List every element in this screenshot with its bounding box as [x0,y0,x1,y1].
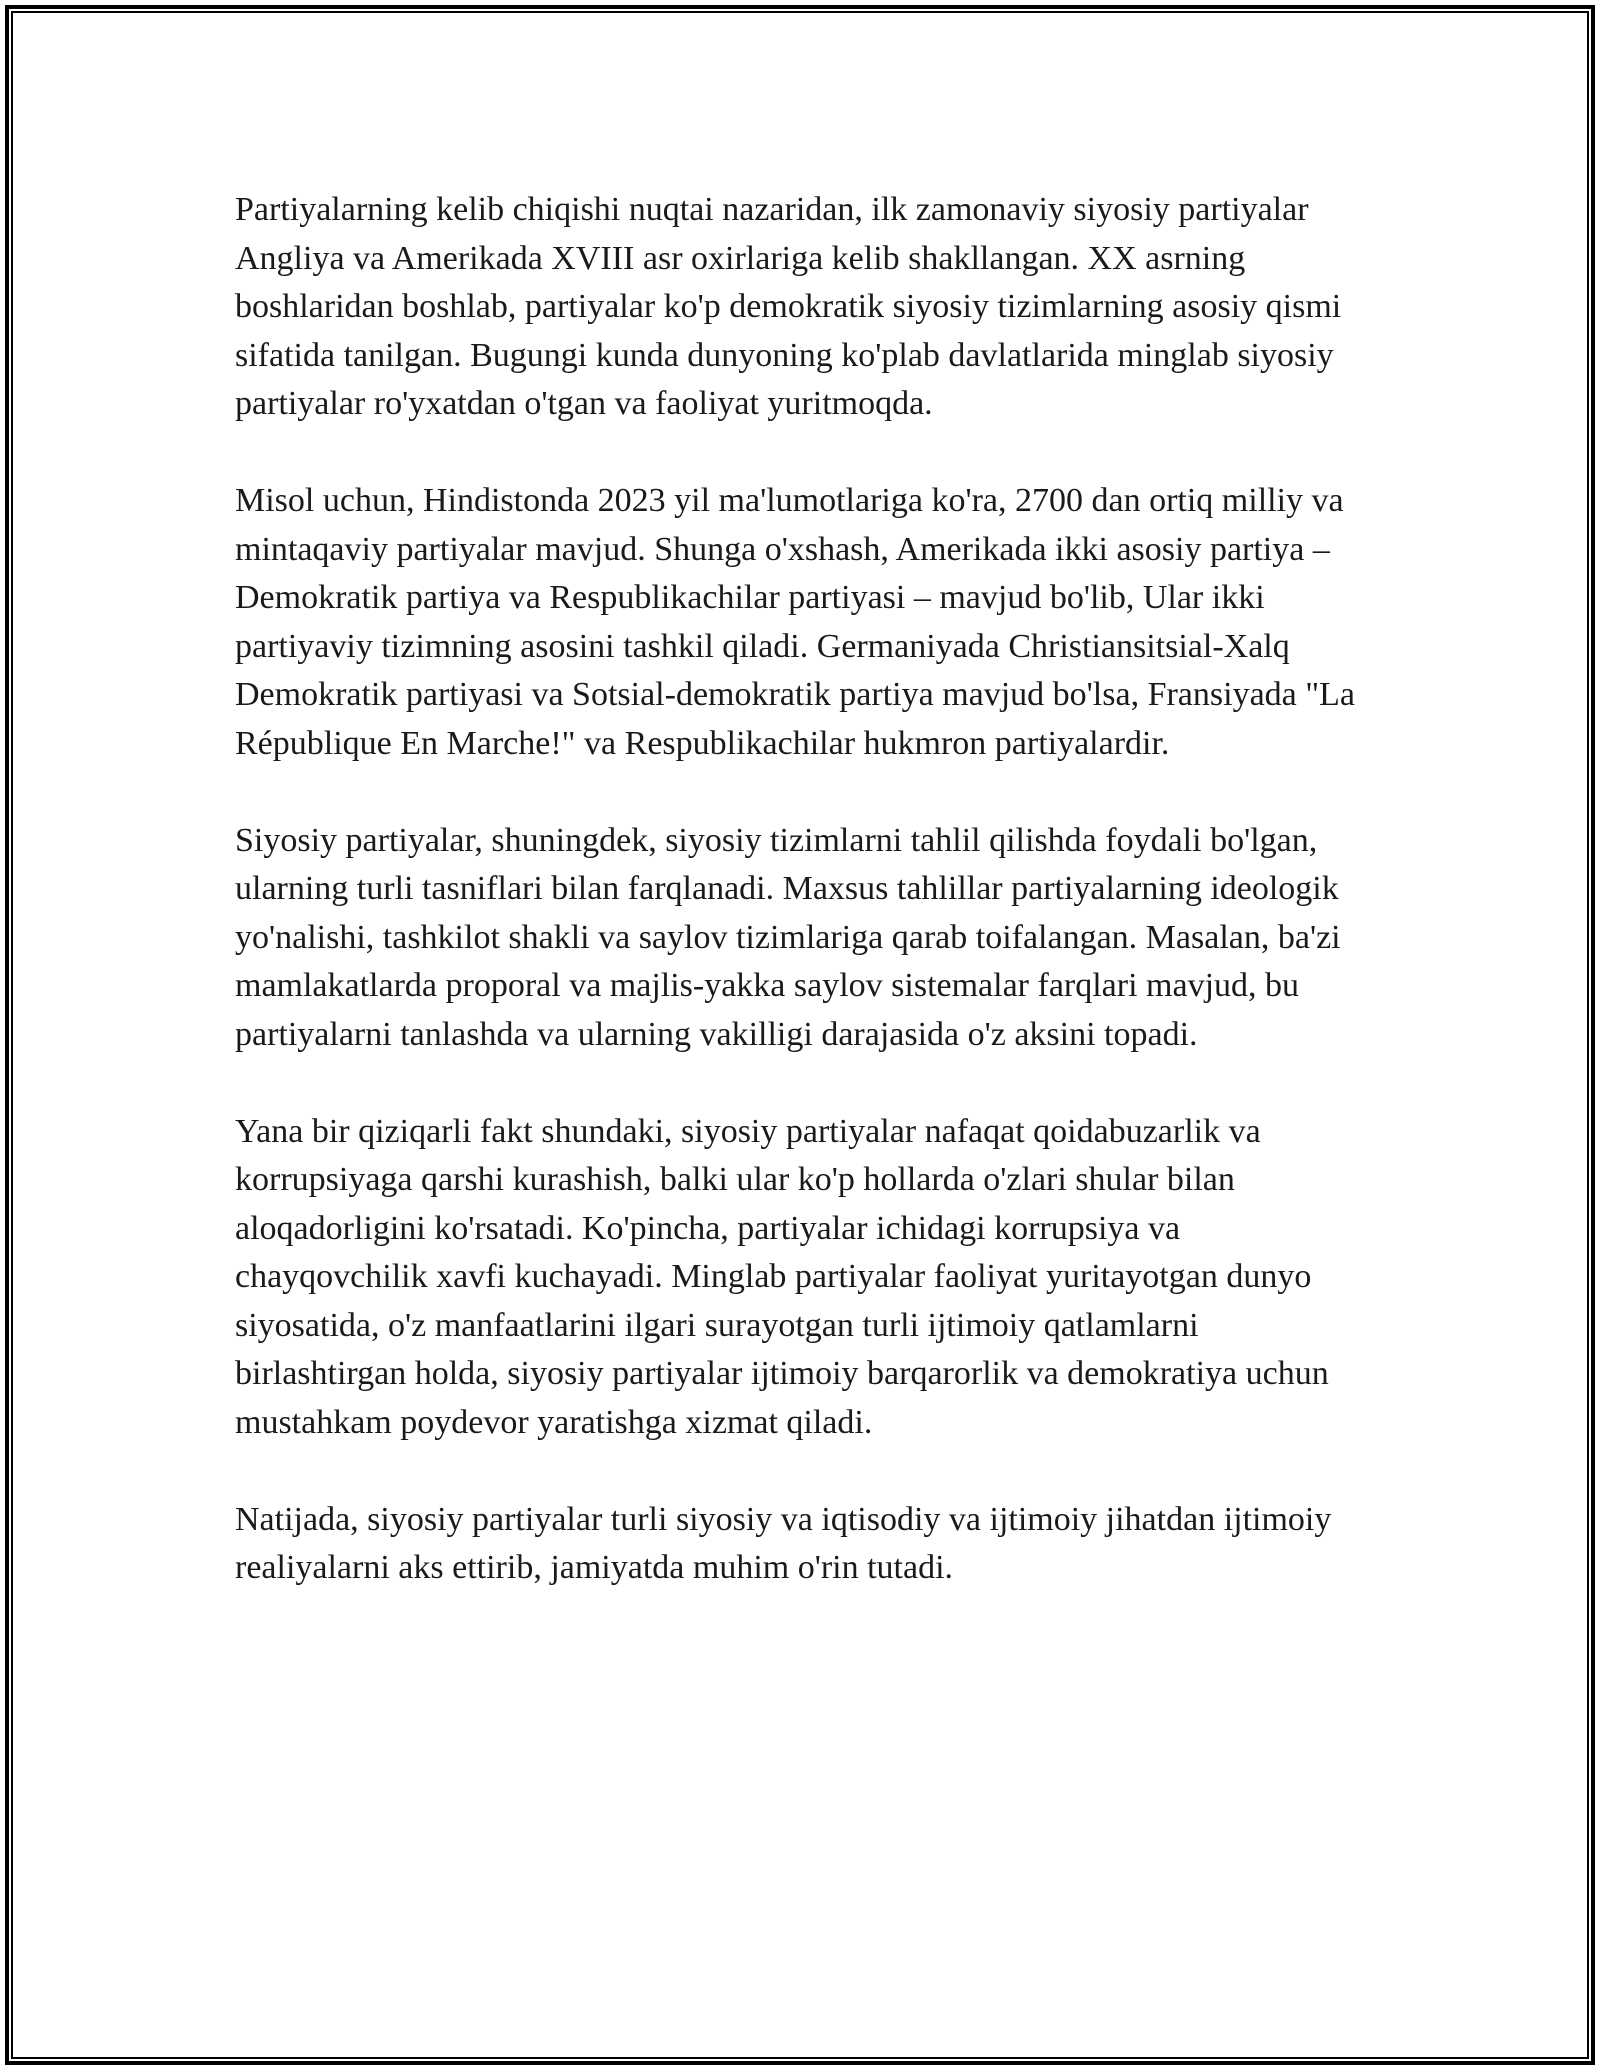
paragraph-examples: Misol uchun, Hindistonda 2023 yil ma'lumotlariga ko'ra, 2700 dan ortiq milliy va mintaqaviy partiyalar mavjud. Shunga o'xshash, Amerikada ikki asosiy partiya – Demokratik partiya va Respublikachilar partiyasi – mavjud bo'lib, Ular ikki partiyaviy tizimning asosini tashkil qiladi. Germaniyada Christiansitsial-Xalq Demokratik partiyasi va Sotsial-demokratik partiya mavjud bo'lsa, Fransiyada "La République En Marche!" va Respublikachilar hukmron partiyalardir. [235,482,1355,762]
paragraph-corruption: Yana bir qiziqarli fakt shundaki, siyosiy partiyalar nafaqat qoidabuzarlik va korrupsiyaga qarshi kurashish, balki ular ko'p hollarda o'zlari shular bilan aloqadorligini ko'rsatadi. Ko'pincha, partiyalar ichidagi korrupsiya va chayqovchilik xavfi kuchayadi. Minglab partiyalar faoliyat yuritayotgan dunyo siyosatida, o'z manfaatlarini ilgari surayotgan turli ijtimoiy qatlamlarni birlashtirgan holda, siyosiy partiyalar ijtimoiy barqarorlik va demokratiya uchun mustahkam poydevor yaratishga xizmat qiladi. [235,1112,1329,1441]
paragraph-classification: Siyosiy partiyalar, shuningdek, siyosiy tizimlarni tahlil qilishda foydali bo'lgan, ularning turli tasniflari bilan farqlanadi. Maxsus tahlillar partiyalarning ideologik yo'nalishi, tashkilot shakli va saylov tizimlariga qarab toifalangan. Masalan, ba'zi mamlakatlarda proporal va majlis-yakka saylov sistemalar farqlari mavjud, bu partiyalarni tanlashda va ularning vakilligi darajasida o'z aksini topadi. [235,821,1341,1053]
paragraph-conclusion: Natijada, siyosiy partiyalar turli siyosiy va iqtisodiy va ijtimoiy jihatdan ijtimoiy realiyalarni aks ettirib, jamiyatda muhim o'rin tutadi. [235,1500,1332,1586]
document-body [235,186,1365,1641]
paragraph-origins: Partiyalarning kelib chiqishi nuqtai nazaridan, ilk zamonaviy siyosiy partiyalar Angliya va Amerikada XVIII asr oxirlariga kelib shakllangan. XX asrning boshlaridan boshlab, partiyalar ko'p demokratik siyosiy tizimlarning asosiy qismi sifatida tanilgan. Bugungi kunda dunyoning ko'plab davlatlarida minglab siyosiy partiyalar ro'yxatdan o'tgan va faoliyat yuritmoqda. [235,191,1342,422]
